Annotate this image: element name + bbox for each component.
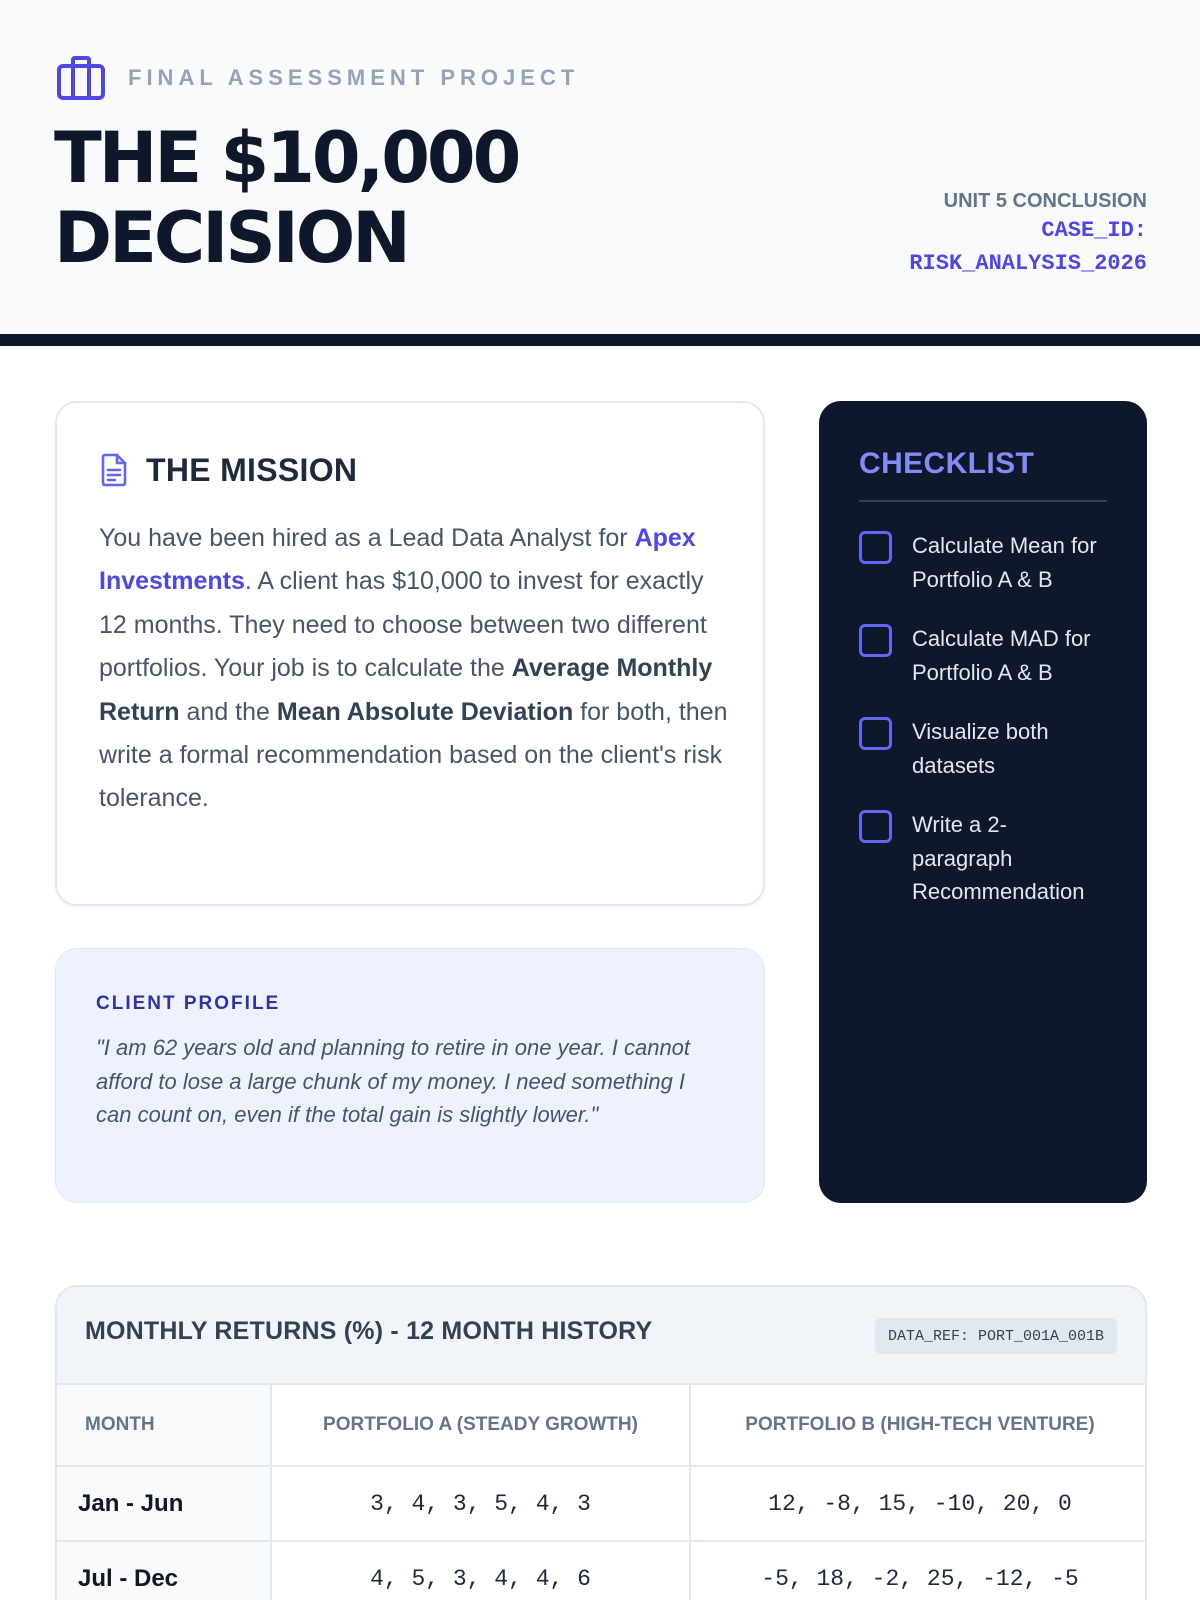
header-divider xyxy=(0,334,1200,346)
column-header-portfolio-b: PORTFOLIO B (HIGH-TECH VENTURE) xyxy=(691,1385,1147,1467)
table-cell-portfolio-a: 4, 5, 3, 4, 4, 6 xyxy=(272,1542,691,1600)
data-ref-badge: DATA_REF: PORT_001A_001B xyxy=(875,1318,1117,1354)
returns-table xyxy=(55,1285,1147,1600)
column-header-month: MONTH xyxy=(57,1385,272,1467)
checkbox[interactable] xyxy=(859,624,892,657)
checkbox[interactable] xyxy=(859,531,892,564)
term-mean-absolute-deviation: Mean Absolute Deviation xyxy=(276,697,574,726)
case-id-label: CASE_ID: xyxy=(1041,218,1147,243)
briefcase-icon xyxy=(56,55,106,101)
table-cell-portfolio-b: 12, -8, 15, -10, 20, 0 xyxy=(691,1467,1147,1542)
page-header xyxy=(0,0,1200,334)
client-quote: "I am 62 years old and planning to retire in one year. I cannot afford to lose a large chunk of my money. I need something I can count on, even if the total gain is slightly lower." xyxy=(96,1035,691,1127)
table-cell-portfolio-a: 3, 4, 3, 5, 4, 3 xyxy=(272,1467,691,1542)
mission-title: THE MISSION xyxy=(146,451,358,488)
checklist-item-label: Calculate MAD for Portfolio A & B xyxy=(912,626,1091,685)
client-profile-label: CLIENT PROFILE xyxy=(96,993,281,1014)
checklist-panel xyxy=(819,401,1147,1203)
case-info xyxy=(727,188,1147,280)
checklist-item-label: Visualize both datasets xyxy=(912,719,1049,778)
checkbox[interactable] xyxy=(859,810,892,843)
page-title-line-2: DECISION xyxy=(54,197,408,279)
document-icon xyxy=(99,453,129,487)
mission-card xyxy=(55,401,765,906)
company-name: Apex Investments xyxy=(99,524,696,596)
checklist-item[interactable] xyxy=(859,715,1114,782)
mission-text-part: You have been hired as a Lead Data Analyst for xyxy=(99,524,635,552)
table-cell-month: Jul - Dec xyxy=(57,1542,272,1600)
checklist-title: CHECKLIST xyxy=(859,447,1035,480)
case-id-value: RISK_ANALYSIS_2026 xyxy=(909,251,1147,276)
mission-text-part: and the xyxy=(179,697,277,726)
eyebrow xyxy=(56,56,579,100)
table-title: MONTHLY RETURNS (%) - 12 MONTH HISTORY xyxy=(85,1317,653,1345)
checklist-item[interactable] xyxy=(859,808,1114,909)
term-average-monthly-return: Average Monthly Return xyxy=(99,654,713,726)
page-title-line-1: THE $10,000 xyxy=(54,117,519,199)
client-profile-card xyxy=(55,948,765,1203)
unit-label: UNIT 5 CONCLUSION xyxy=(943,190,1147,212)
mission-text-part: . A client has $10,000 to invest for exactly 12 months. They need to choose between two different portfolios. Your job is to calculate the xyxy=(99,567,707,683)
checklist-item[interactable] xyxy=(859,622,1114,689)
eyebrow-label: FINAL ASSESSMENT PROJECT xyxy=(128,65,580,90)
checklist-item-label: Write a 2-paragraph Recommendation xyxy=(912,812,1085,904)
checkbox[interactable] xyxy=(859,717,892,750)
checklist-item[interactable] xyxy=(859,529,1114,596)
mission-text xyxy=(99,517,729,821)
table-cell-portfolio-b: -5, 18, -2, 25, -12, -5 xyxy=(691,1542,1147,1600)
checklist-item-label: Calculate Mean for Portfolio A & B xyxy=(912,533,1097,592)
checklist-divider xyxy=(859,500,1107,502)
mission-text-part: for both, then write a formal recommendation based on the client's risk tolerance. xyxy=(99,697,728,813)
mission-heading xyxy=(99,445,357,495)
table-cell-month: Jan - Jun xyxy=(57,1467,272,1542)
column-header-portfolio-a: PORTFOLIO A (STEADY GROWTH) xyxy=(272,1385,691,1467)
table-header xyxy=(57,1287,1145,1385)
page-title xyxy=(54,118,774,278)
